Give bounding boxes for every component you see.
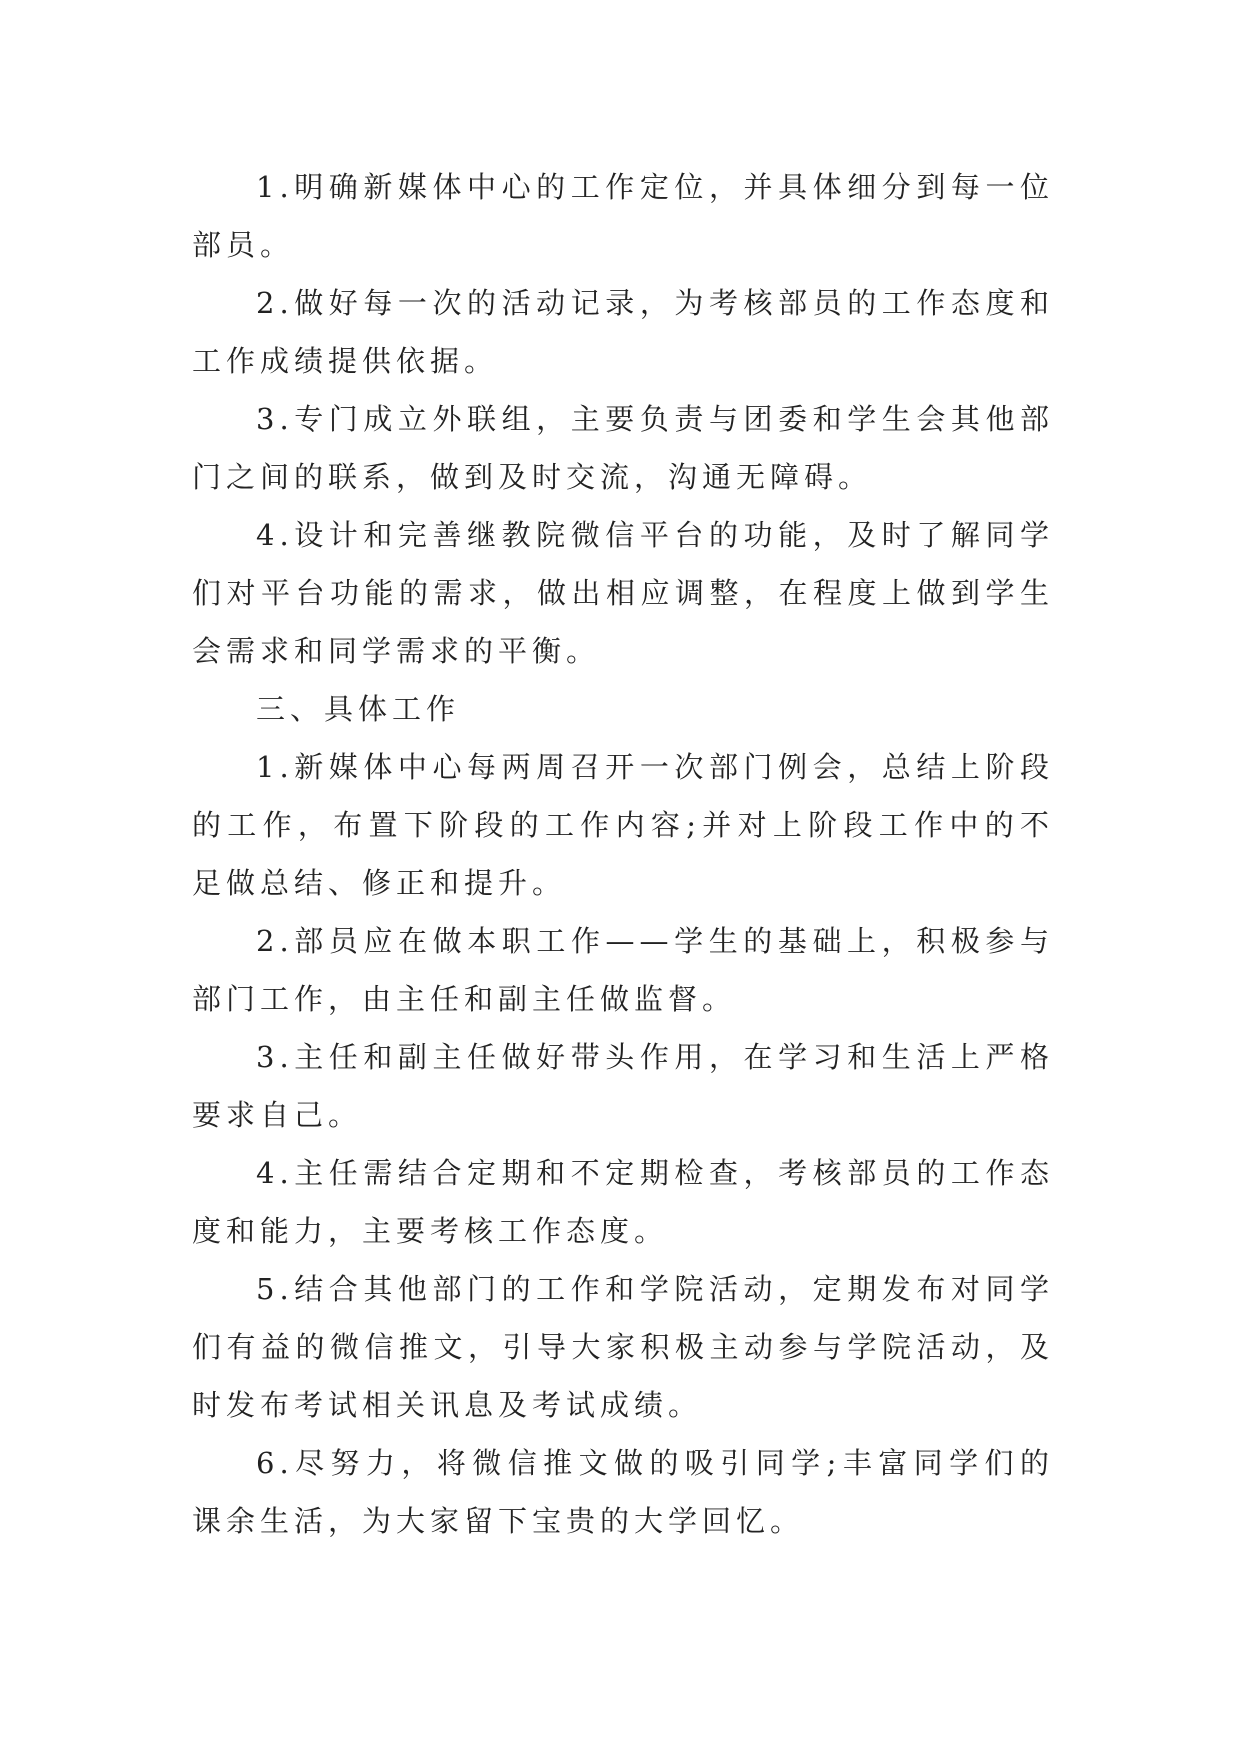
section-3-item-4: 4.主任需结合定期和不定期检查，考核部员的工作态度和能力，主要考核工作态度。 bbox=[192, 1156, 1054, 1248]
section-3-item-5: 5.结合其他部门的工作和学院活动，定期发布对同学们有益的微信推文，引导大家积极主动参与学院活动，及时发布考试相关讯息及考试成绩。 bbox=[192, 1272, 1054, 1422]
section-2-item-3: 3.专门成立外联组，主要负责与团委和学生会其他部门之间的联系，做到及时交流，沟通无障碍。 bbox=[192, 402, 1054, 494]
section-3-item-2: 2.部员应在做本职工作——学生的基础上，积极参与部门工作，由主任和副主任做监督。 bbox=[192, 924, 1054, 1016]
section-2-item-2: 2.做好每一次的活动记录，为考核部员的工作态度和工作成绩提供依据。 bbox=[192, 286, 1054, 378]
document-page bbox=[192, 158, 1054, 1550]
section-2-item-1: 1.明确新媒体中心的工作定位，并具体细分到每一位部员。 bbox=[192, 170, 1054, 262]
section-3-item-1: 1.新媒体中心每两周召开一次部门例会，总结上阶段的工作，布置下阶段的工作内容;并对上阶段工作中的不足做总结、修正和提升。 bbox=[192, 750, 1054, 900]
section-2-item-4: 4.设计和完善继教院微信平台的功能，及时了解同学们对平台功能的需求，做出相应调整，在程度上做到学生会需求和同学需求的平衡。 bbox=[192, 518, 1054, 668]
section-3-heading: 三、具体工作 bbox=[256, 692, 461, 726]
section-3-item-3: 3.主任和副主任做好带头作用，在学习和生活上严格要求自己。 bbox=[192, 1040, 1054, 1132]
section-3-item-6: 6.尽努力，将微信推文做的吸引同学;丰富同学们的课余生活，为大家留下宝贵的大学回忆。 bbox=[192, 1446, 1054, 1538]
